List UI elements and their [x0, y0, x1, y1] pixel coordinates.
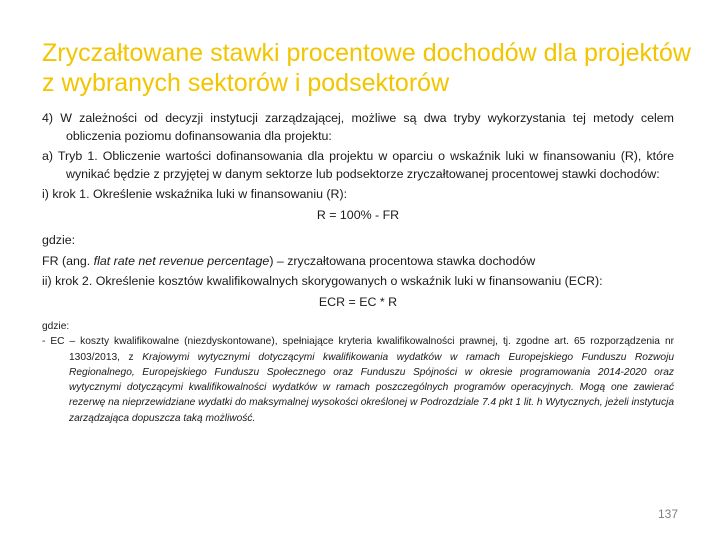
step-2-heading: ii) krok 2. Określenie kosztów kwalifikowalnych skorygowanych o wskaźnik luki w finansowaniu (ECR):: [42, 274, 603, 288]
paragraph-mode-1: a) Tryb 1. Obliczenie wartości dofinansowania dla projektu w oparciu o wskaźnik luki w finansowaniu (R), które wynikać będzie z przyjętej w danym sektorze lub podsektorze zryczałtowanej procentowej stawki dochodów:: [42, 149, 674, 181]
paragraph-mode-intro: 4) W zależności od decyzji instytucji zarządzającej, możliwe są dwa tryby wykorzystania tej metody celem obliczenia poziomu dofinansowania dla projektu:: [42, 111, 674, 143]
fr-prefix: FR (ang.: [42, 253, 94, 268]
fr-suffix: ) – zryczałtowana procentowa stawka dochodów: [269, 253, 536, 268]
ec-plain-text: - EC – koszty kwalifikowalne (niezdyskontowane), spełniające kryteria kwalifikowalności prawnej, tj. zgodne art. 65 rozporządzenia nr 1303/2013, z: [42, 336, 674, 363]
fr-definition: [42, 253, 674, 271]
page-number: 137: [657, 507, 678, 521]
formula-ecr: ECR = EC * R: [318, 294, 398, 309]
slide-title: Zryczałtowane stawki procentowe dochodów dla projektów z wybranych sektorów i podsektorów: [42, 39, 691, 97]
fr-english-term: flat rate net revenue percentage: [93, 253, 270, 268]
step-1-heading: i) krok 1. Określenie wskaźnika luki w finansowaniu (R):: [42, 187, 348, 201]
ec-guidelines-text: Krajowymi wytycznymi dotyczącymi kwalifikowania wydatków w ramach Europejskiego Funduszu Rozwoju Regionalnego, Europejskiego Funduszu Społecznego oraz Funduszu Spójności w okresie programowania 2014-2020 oraz wytycznymi dotyczącymi kwalifikowalności wydatków w ramach poszczególnych programów operacyjnych. Mogą one zawierać rezerwę na nieprzewidziane wydatki do maksymalnej wysokości określonej w Podrozdziale 7.4 pkt 1 lit. h Wytycznych, jeżeli instytucja zarządzająca dopuszcza taką możliwość.: [69, 351, 674, 424]
formula-r: R = 100% - FR: [316, 207, 400, 222]
where-label-2: gdzie:: [42, 321, 70, 332]
slide-body: [42, 110, 674, 426]
where-label-1: gdzie:: [42, 233, 76, 247]
ec-definition: [42, 334, 674, 426]
